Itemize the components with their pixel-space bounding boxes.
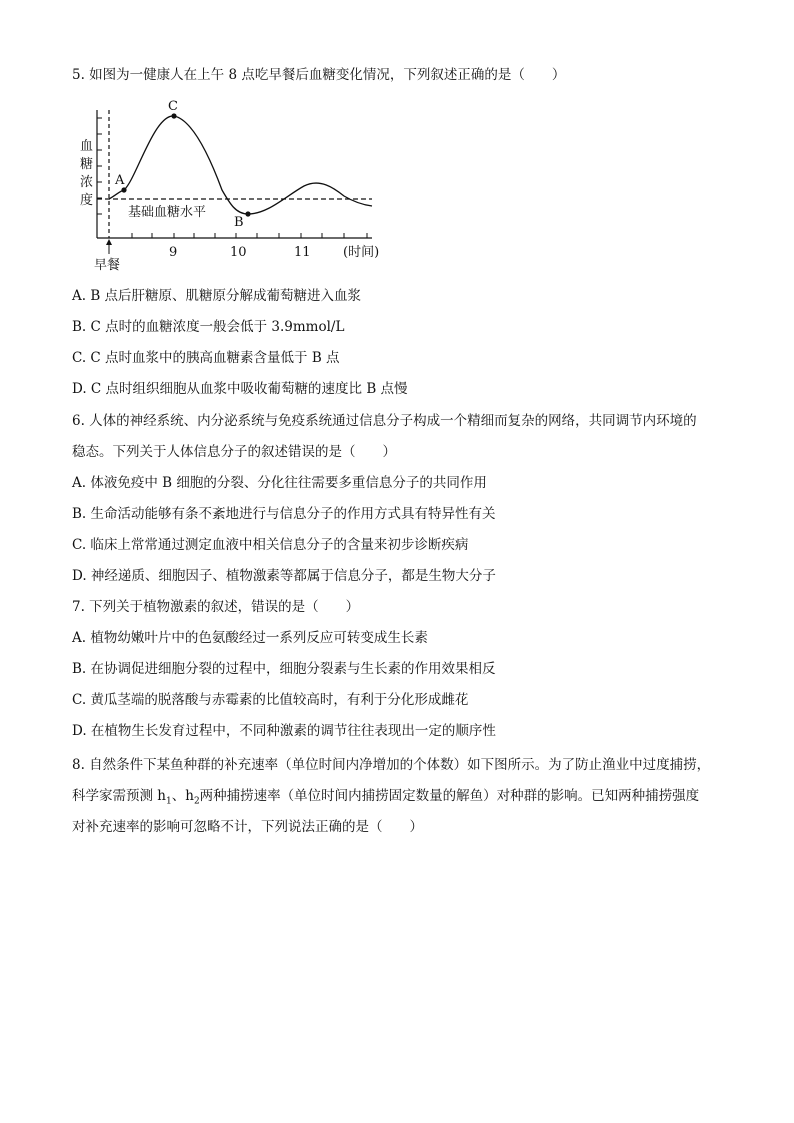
q6-option-c: C. 临床上常常通过测定血液中相关信息分子的含量来初步诊断疾病 xyxy=(72,537,469,553)
q6-stem-line1: 6. 人体的神经系统、内分泌系统与免疫系统通过信息分子构成一个精细而复杂的网络，共同调节内环境的 xyxy=(72,413,697,429)
blood-glucose-graph xyxy=(72,98,392,273)
q6-stem-line2: 稳态。下列关于人体信息分子的叙述错误的是（ ） xyxy=(72,444,396,460)
q8-stem-line3: 对补充速率的影响可忽略不计，下列说法正确的是（ ） xyxy=(72,819,423,835)
ylabel-char-3: 浓 xyxy=(80,175,94,190)
q8-line2-part1: 科学家需预测 h xyxy=(72,788,166,804)
q5-stem: 5. 如图为一健康人在上午 8 点吃早餐后血糖变化情况，下列叙述正确的是（ ） xyxy=(72,67,566,83)
point-b xyxy=(245,211,250,216)
q8-h2-subscript: 2 xyxy=(193,796,200,807)
q8-stem-line2 xyxy=(72,787,699,811)
q8-h1-subscript: 1 xyxy=(166,796,172,807)
breakfast-arrow-icon xyxy=(106,239,112,245)
baseline-label: 基础血糖水平 xyxy=(128,205,207,220)
q5-option-a: A. B 点后肝糖原、肌糖原分解成葡萄糖进入血浆 xyxy=(72,288,362,304)
q7-stem: 7. 下列关于植物激素的叙述，错误的是（ ） xyxy=(72,599,360,615)
q8-line2-part3: 两种捕捞速率（单位时间内捕捞固定数量的解鱼）对种群的影响。已知两种捕捞强度 xyxy=(199,788,700,804)
q7-option-d: D. 在植物生长发育过程中，不同种激素的调节往往表现出一定的顺序性 xyxy=(72,723,496,739)
point-c-label: C xyxy=(168,99,178,114)
x-tick-11: 11 xyxy=(294,245,311,260)
q8-stem-line1: 8. 自然条件下某鱼种群的补充速率（单位时间内净增加的个体数）如下图所示。为了防止渔业中过度捕捞， xyxy=(72,757,711,773)
breakfast-label: 早餐 xyxy=(94,258,121,273)
q6-option-a: A. 体液免疫中 B 细胞的分裂、分化往往需要多重信息分子的共同作用 xyxy=(72,475,487,491)
ylabel-char-1: 血 xyxy=(80,139,94,154)
ylabel-char-2: 糖 xyxy=(80,157,94,172)
ylabel-char-4: 度 xyxy=(80,193,94,208)
x-tick-10: 10 xyxy=(230,245,247,260)
q7-option-c: C. 黄瓜茎端的脱落酸与赤霉素的比值较高时，有利于分化形成雌花 xyxy=(72,692,469,708)
point-a-label: A xyxy=(115,173,125,188)
q5-option-b: B. C 点时的血糖浓度一般会低于 3.9mmol/L xyxy=(72,319,345,335)
q8-line2-part2: 、h xyxy=(171,788,194,804)
q7-option-a: A. 植物幼嫩叶片中的色氨酸经过一系列反应可转变成生长素 xyxy=(72,630,428,646)
point-c xyxy=(171,113,176,118)
x-axis-ticks xyxy=(132,233,367,238)
y-axis-ticks xyxy=(97,118,102,214)
x-tick-9: 9 xyxy=(169,245,178,260)
q5-option-c: C. C 点时血浆中的胰高血糖素含量低于 B 点 xyxy=(72,350,340,366)
point-b-label: B xyxy=(234,215,244,230)
blood-glucose-figure xyxy=(72,98,392,273)
q5-option-d: D. C 点时组织细胞从血浆中吸收葡萄糖的速度比 B 点慢 xyxy=(72,381,408,397)
q7-option-b: B. 在协调促进细胞分裂的过程中，细胞分裂素与生长素的作用效果相反 xyxy=(72,661,496,677)
q6-option-b: B. 生命活动能够有条不紊地进行与信息分子的作用方式具有特异性有关 xyxy=(72,506,496,522)
x-axis-unit: (时间) xyxy=(343,245,380,260)
q6-option-d: D. 神经递质、细胞因子、植物激素等都属于信息分子，都是生物大分子 xyxy=(72,568,496,584)
point-a xyxy=(121,187,126,192)
